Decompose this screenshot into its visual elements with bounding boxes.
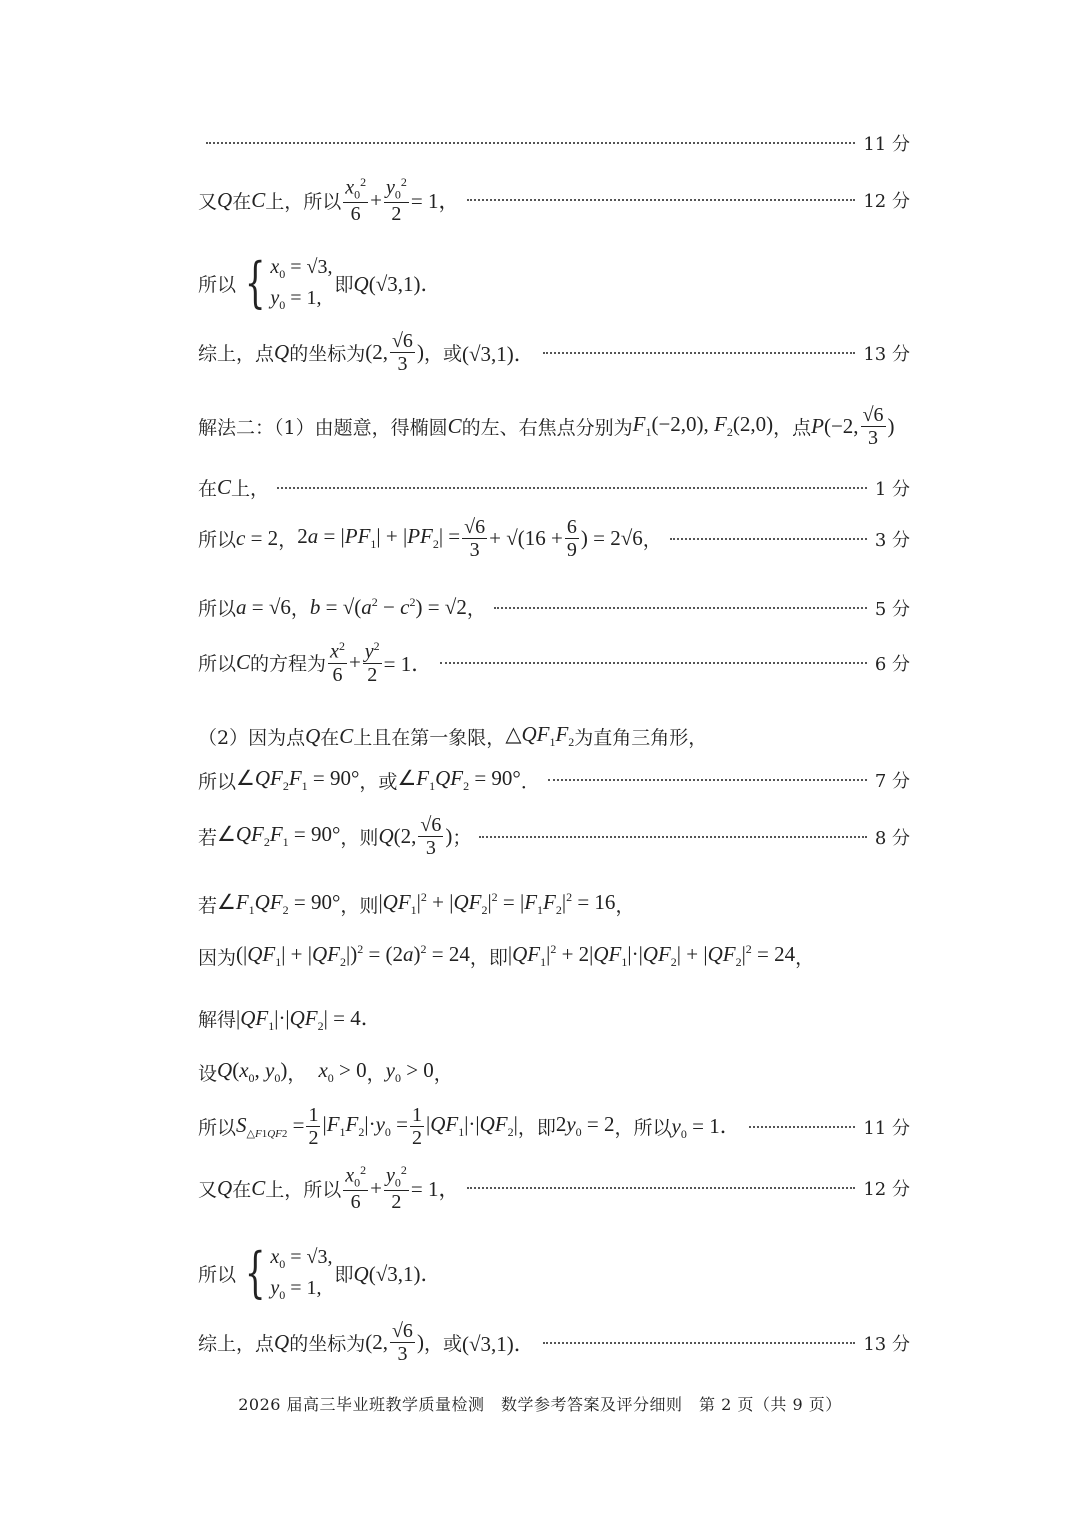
score: 7 分: [874, 771, 910, 793]
answer-line-12: 若 $\angle QF_2F_1 = 90^\circ$ ，则 Q(2, $\frac{√6}{3}$ ) ； 8 分: [198, 814, 910, 859]
answer-line-11: 所以 $\angle QF_2F_1 = 90^\circ$ ，或 $\angle F_1QF_2 = 90^\circ$ ． 7 分: [198, 766, 910, 794]
dot-leader: [479, 836, 866, 838]
dot-leader: [467, 199, 855, 201]
fraction: $\frac{x^2}{6}$: [330, 639, 345, 686]
fraction: $\frac{6}{9}$: [566, 516, 577, 561]
fraction: $\frac{√6}{3}$: [391, 330, 413, 375]
score: 5 分: [874, 598, 910, 620]
dot-leader: [494, 607, 867, 609]
answer-line-10: （2）因为点 Q 在 C 上且在第一象限， $\triangle QF_1F_2$ 为直角三角形，: [198, 722, 708, 750]
score: 6 分: [874, 653, 910, 675]
dot-leader: [749, 1126, 856, 1128]
score: 3 分: [874, 529, 910, 551]
answer-line-15: 解得 $|QF_1|\cdot|QF_2| = 4$．: [198, 1006, 382, 1034]
answer-line-6: 在 C 上， 1 分: [198, 475, 910, 500]
fraction: $\frac{√6}{3}$: [391, 1320, 413, 1365]
fraction: $\frac{√6}{3}$: [464, 516, 486, 561]
score: 12 分: [863, 1179, 910, 1201]
equation-system: { $x_0 = √3$, $y_0 = 1$,: [244, 251, 333, 314]
fraction: $\frac{1}{2}$: [411, 1104, 422, 1149]
fraction: $\frac{x_0^2}{6}$: [345, 175, 367, 225]
score: 13 分: [863, 343, 910, 365]
fraction: $\frac{y_0^2}{2}$: [385, 175, 407, 225]
equation-system: { $x_0 = √3$, $y_0 = 1$,: [244, 1241, 333, 1304]
answer-line-14: 因为 $(|QF_1| + |QF_2|)^2 = (2a)^2 = 24$ ，即 $|QF_1|^2 + 2|QF_1|\cdot|QF_2| + |QF_2|^2 = 24$ ，: [198, 942, 815, 970]
answer-line-4: 综上，点 Q 的坐标为 (2, $\frac{√6}{3}$ ) ，或 (√3,1)． 13 分: [198, 330, 910, 375]
dot-leader: [277, 487, 867, 489]
answer-line-8: 所以 a = √6 ， $b = √(a^2 - c^2) = √2$ ， 5 分: [198, 595, 910, 620]
dot-leader: [670, 538, 867, 540]
score: 1 分: [874, 478, 910, 500]
answer-line-2: 又 Q 在 C 上，所以 $\frac{x_0^2}{6}$ + $\frac{y_0^2}{2}$ = 1， 12 分: [198, 175, 910, 225]
answer-line-1: [198, 130, 910, 156]
answer-line-19: 所以 { $x_0 = √3$, $y_0 = 1$, 即 Q(√3,1)．: [198, 1241, 442, 1304]
score: 13 分: [863, 1333, 910, 1355]
page-footer: 2026 届高三毕业班教学质量检测 数学参考答案及评分细则 第 2 页（共 9 页）: [238, 1395, 842, 1414]
answer-line-18: 又 Q 在 C 上，所以 $\frac{x_0^2}{6}$ + $\frac{y_0^2}{2}$ = 1， 12 分: [198, 1163, 910, 1213]
score: 8 分: [874, 827, 910, 849]
dot-leader: [467, 1187, 855, 1189]
score: 11 分: [863, 134, 910, 155]
fraction: $\frac{x_0^2}{6}$: [345, 1163, 367, 1213]
fraction: $\frac{y_0^2}{2}$: [385, 1163, 407, 1213]
dot-leader: [548, 779, 867, 781]
fraction: $\frac{√6}{3}$: [862, 404, 884, 449]
answer-line-9: 所以 C 的方程为 $\frac{x^2}{6}$ + $\frac{y^2}{2}$ = 1． 6 分: [198, 639, 910, 686]
dot-leader: [440, 662, 867, 664]
answer-line-7: 所以 c = 2 ， $2a = |PF_1| + |PF_2|$ = $\frac{√6}{3}$ + √(16 + $\frac{6}{9}$ ) = 2√6 ， 3 分: [198, 516, 910, 561]
answer-line-3: 所以 { $x_0 = √3$, $y_0 = 1$, 即 Q(√3,1)．: [198, 251, 442, 314]
answer-line-13: 若 $\angle F_1QF_2 = 90^\circ$ ，则 $|QF_1|^2 + |QF_2|^2 = |F_1F_2|^2 = 16$ ，: [198, 890, 635, 918]
answer-line-17: 所以 $S_{\triangle F1QF2}$ = $\frac{1}{2}$ $|F_1F_2|\cdot y_0$ = $\frac{1}{2}$ $|QF_1|\cdot|QF_2|$ ，即 $2y_0 = 2$ ，所以 $y_0 = 1$． 11 分: [198, 1104, 910, 1149]
dot-leader: [206, 142, 855, 144]
dot-leader: [543, 352, 856, 354]
answer-line-5: 解法二：（1）由题意，得椭圆 C 的左、右焦点分别为 $F_1(-2,0)$, $F_2(2,0)$ ，点 P(−2, $\frac{√6}{3}$ ): [198, 404, 895, 449]
fraction: $\frac{y^2}{2}$: [364, 639, 380, 686]
score: 11 分: [863, 1117, 910, 1139]
score: 12 分: [863, 191, 910, 213]
fraction: $\frac{1}{2}$: [308, 1104, 319, 1149]
answer-line-16: 设 $Q(x_0$, $y_0$) ， $x_0 > 0$ ， $y_0 > 0$ ，: [198, 1058, 453, 1086]
fraction: $\frac{√6}{3}$: [420, 814, 442, 859]
dot-leader: [543, 1342, 856, 1344]
answer-line-20: 综上，点 Q 的坐标为 (2, $\frac{√6}{3}$ ) ，或 (√3,1)． 13 分: [198, 1320, 910, 1365]
